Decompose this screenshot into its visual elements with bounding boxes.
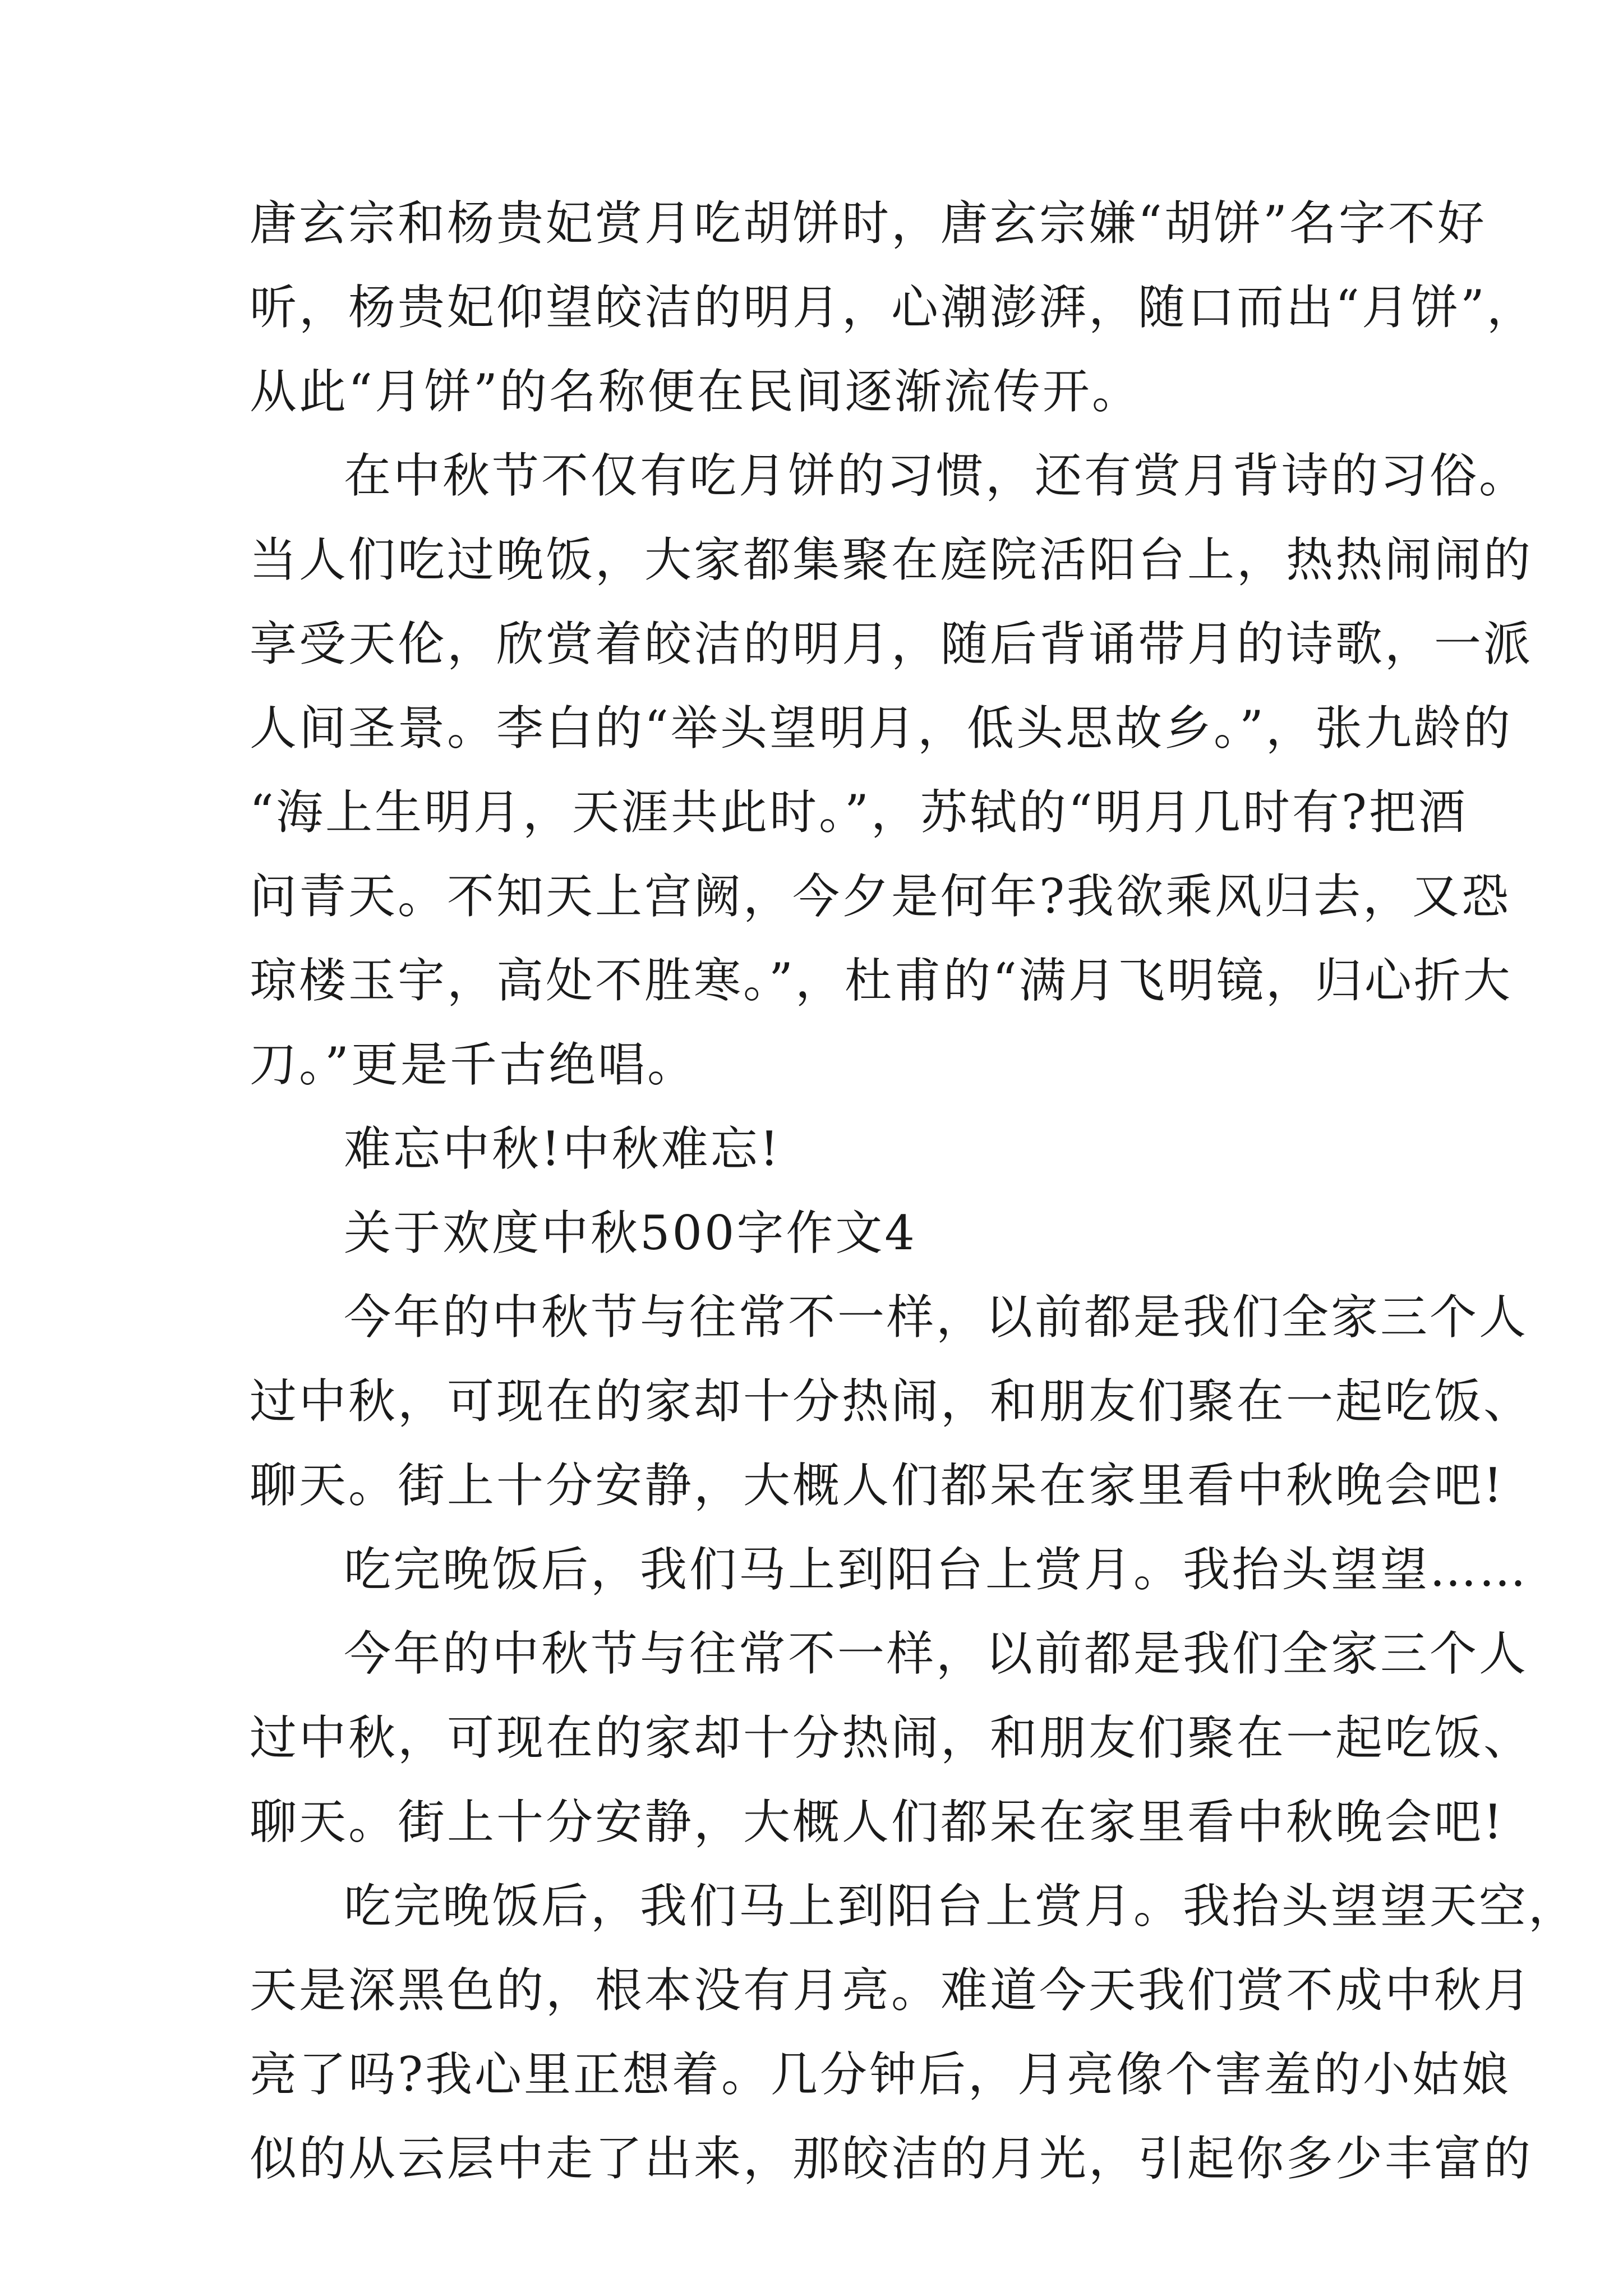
line-gap [250,2197,1394,2205]
text-line: 问青天。不知天上宫阙，今夕是何年?我欲乘风归去，又恐 [250,869,1511,924]
line-gap [250,1944,1394,1952]
text-line: 亮了吗?我心里正想着。几分钟后，月亮像个害羞的小姑娘 [250,2047,1511,2102]
line-gap [250,682,1394,690]
line-gap [250,1355,1394,1363]
text-line: 难忘中秋!中秋难忘! [344,1121,781,1176]
line-gap [250,346,1394,353]
line-gap [250,1439,1394,1447]
text-line: 从此“月饼”的名称便在民间逐渐流传开。 [250,364,1141,419]
text-line: 琼楼玉宇，高处不胜寒。”，杜甫的“满月飞明镜，归心折大 [250,953,1513,1008]
text-line: 人间圣景。李白的“举头望明月，低头思故乡。”，张九龄的 [250,701,1513,756]
line-gap [250,1019,1394,1027]
line-gap [250,1271,1394,1279]
text-line: 唐玄宗和杨贵妃赏月吃胡饼时，唐玄宗嫌“胡饼”名字不好 [250,196,1487,251]
document-body [250,185,1578,2205]
text-line: 聊天。街上十分安静，大概人们都呆在家里看中秋晚会吧! [250,1458,1505,1513]
line-gap [250,766,1394,774]
line-gap [250,2113,1394,2120]
line-gap [250,1692,1394,1700]
text-line: 关于欢度中秋500字作文4 [344,1205,917,1260]
text-line: “海上生明月，天涯共此时。”，苏轼的“明月几时有?把酒 [250,785,1468,840]
text-line: 天是深黑色的，根本没有月亮。难道今天我们赏不成中秋月 [250,1963,1533,2018]
text-line: 似的从云层中走了出来，那皎洁的月光，引起你多少丰富的 [250,2131,1533,2186]
text-line: 听，杨贵妃仰望皎洁的明月，心潮澎湃，随口而出“月饼”， [250,280,1536,335]
line-gap [250,2028,1394,2036]
line-gap [250,430,1394,438]
line-gap [250,261,1394,269]
text-line: 享受天伦，欣赏着皎洁的明月，随后背诵带月的诗歌，一派 [250,616,1533,671]
line-gap [250,598,1394,606]
text-line: 在中秋节不仅有吃月饼的习惯，还有赏月背诗的习俗。 [344,448,1529,503]
text-line: 聊天。街上十分安静，大概人们都呆在家里看中秋晚会吧! [250,1795,1505,1849]
text-line: 过中秋，可现在的家却十分热闹，和朋友们聚在一起吃饭、 [250,1710,1533,1765]
line-gap [250,1608,1394,1616]
text-line: 今年的中秋节与往常不一样，以前都是我们全家三个人 [344,1290,1529,1345]
text-line: 今年的中秋节与往常不一样，以前都是我们全家三个人 [344,1626,1529,1681]
text-line: 吃完晚饭后，我们马上到阳台上赏月。我抬头望望…… [344,1542,1529,1597]
line-gap [250,850,1394,858]
line-gap [250,1860,1394,1868]
line-gap [250,1776,1394,1784]
text-line: 刀。”更是千古绝唱。 [250,1037,697,1092]
text-line: 当人们吃过晚饭，大家都集聚在庭院活阳台上，热热闹闹的 [250,532,1533,587]
text-line: 过中秋，可现在的家却十分热闹，和朋友们聚在一起吃饭、 [250,1374,1533,1429]
line-gap [250,1103,1394,1111]
text-line: 吃完晚饭后，我们马上到阳台上赏月。我抬头望望天空， [344,1879,1578,1934]
line-gap [250,514,1394,522]
line-gap [250,935,1394,942]
line-gap [250,1524,1394,1531]
line-gap [250,1187,1394,1195]
